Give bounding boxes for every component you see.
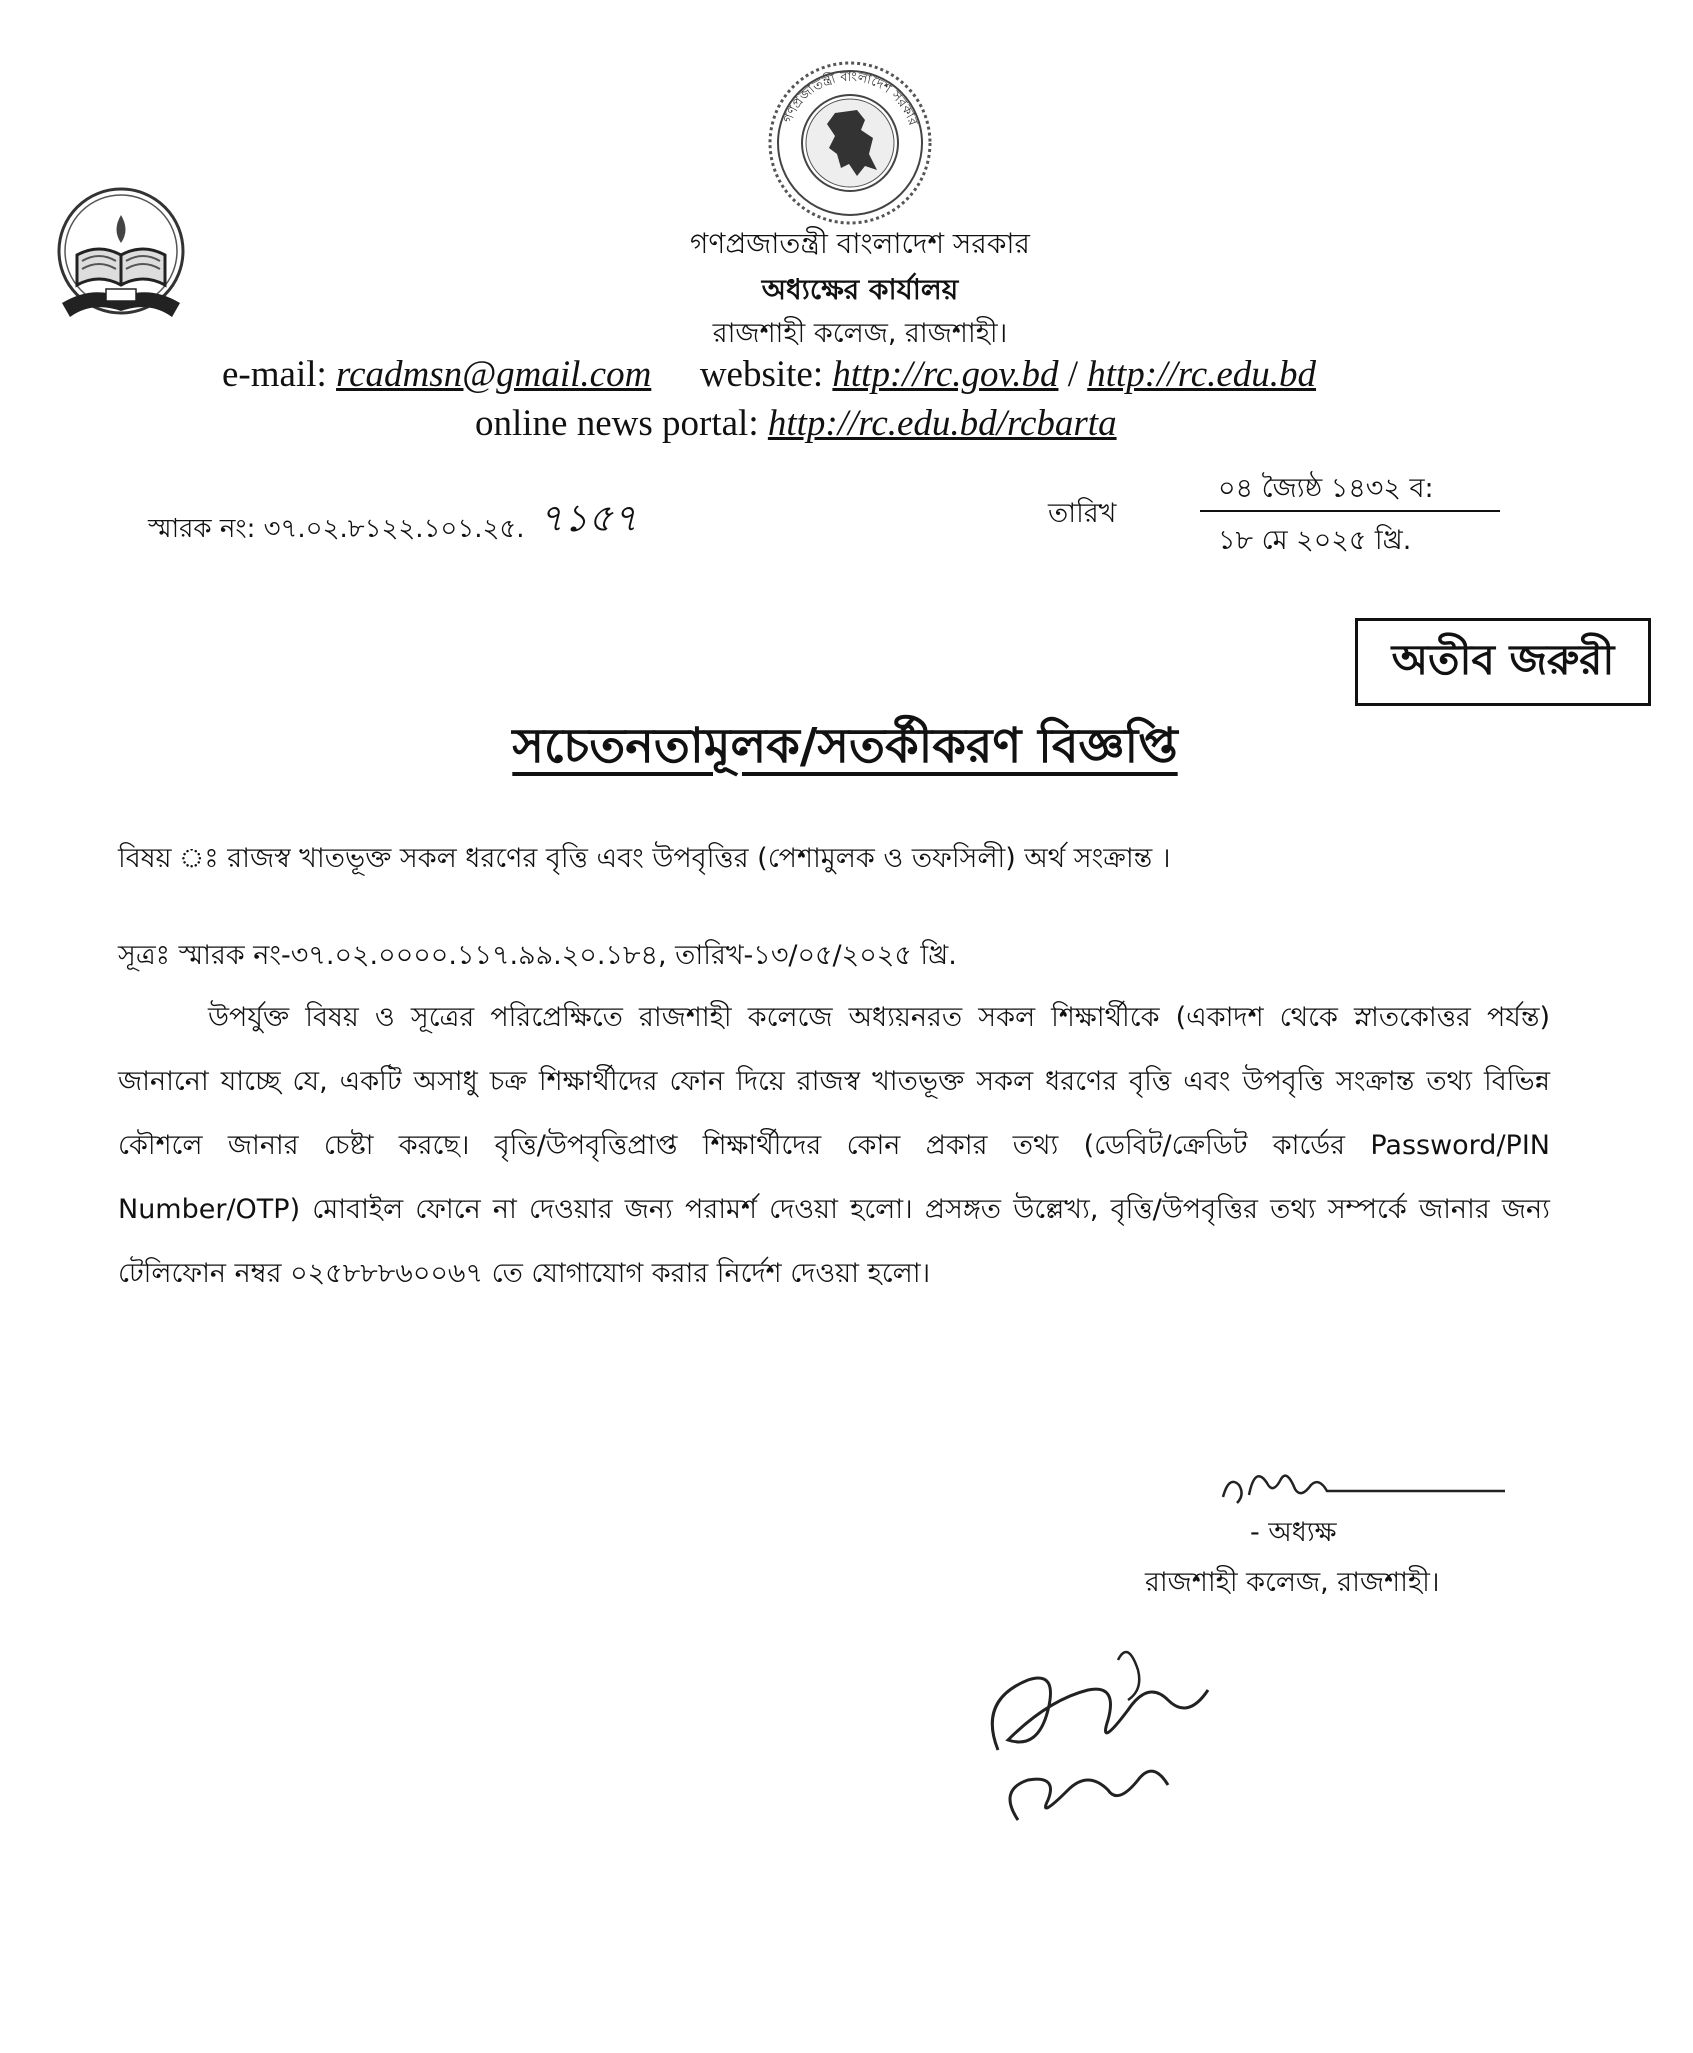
website-separator: / (1067, 354, 1078, 395)
notice-title: সচেতনতামূলক/সতর্কীকরণ বিজ্ঞপ্তি (512, 718, 1178, 774)
date-divider (1200, 510, 1500, 512)
secondary-signature (968, 1640, 1238, 1830)
signatory-institution: রাজশাহী কলেজ, রাজশাহী। (1145, 1567, 1440, 1598)
memo-number (148, 495, 638, 559)
memo-label: স্মারক নং: ৩৭.০২.৮১২২.১০১.২৫. (148, 514, 525, 544)
website-link-edu[interactable]: http://rc.edu.bd (1087, 354, 1317, 395)
email-link[interactable]: rcadmsn@gmail.com (336, 354, 652, 395)
portal-line (475, 402, 1117, 445)
email-label: e-mail: (222, 354, 327, 395)
date-bangla: ০৪ জ্যৈষ্ঠ ১৪৩২ ব: (1218, 473, 1434, 504)
portal-label: online news portal: (475, 403, 759, 444)
government-name: গণপ্রজাতন্ত্রী বাংলাদেশ সরকার (690, 227, 1030, 260)
urgent-badge: অতীব জরুরী (1355, 618, 1651, 706)
notice-body: উপর্যুক্ত বিষয় ও সূত্রের পরিপ্রেক্ষিতে রাজশাহী কলেজে অধ্যয়নরত সকল শিক্ষার্থীকে (একাদশ থেকে স্নাতকোত্তর পর্যন্ত) জানানো যাচ্ছে যে, একটি অসাধু চক্র শিক্ষার্থীদের ফোন দিয়ে রাজস্ব খাতভূক্ত সকল ধরণের বৃত্তি এবং উপবৃত্তি সংক্রান্ত তথ্য বিভিন্ন কৌশলে জানার চেষ্টা করছে। বৃত্তি/উপবৃত্তিপ্রাপ্ত শিক্ষার্থীদের কোন প্রকার তথ্য (ডেবিট/ক্রেডিট কার্ডের Password/PIN Number/OTP) মোবাইল ফোনে না দেওয়ার জন্য পরামর্শ দেওয়া হলো। প্রসঙ্গত উল্লেখ্য, বৃত্তি/উপবৃত্তির তথ্য সম্পর্কে জানার জন্য টেলিফোন নম্বর ০২৫৮৮৮৬০০৬৭ তে যোগাযোগ করার নির্দেশ দেওয়া হলো। (118, 1002, 1550, 1289)
notice-subject: বিষয় ঃ রাজস্ব খাতভূক্ত সকল ধরণের বৃত্তি এবং উপবৃত্তির (পেশামুলক ও তফসিলী) অর্থ সংক্রান্ত । (118, 843, 1171, 874)
government-seal (765, 58, 935, 228)
portal-link[interactable]: http://rc.edu.bd/rcbarta (767, 403, 1117, 444)
notice-reference: সূত্রঃ স্মারক নং-৩৭.০২.০০০০.১১৭.৯৯.২০.১৮৪, তারিখ-১৩/০৫/২০২৫ খ্রি. (118, 940, 957, 971)
memo-handwritten-number: ৭১৫৭ (538, 496, 638, 540)
college-logo (52, 185, 190, 333)
contact-line (222, 353, 1316, 396)
office-name: অধ্যক্ষের কার্যালয় (761, 273, 959, 306)
office-address: রাজশাহী কলেজ, রাজশাহী। (712, 318, 1008, 349)
principal-signature (1215, 1455, 1515, 1515)
seal-text: গণপ্রজাতন্ত্রী বাংলাদেশ সরকার (780, 69, 921, 128)
date-label: তারিখ (1048, 498, 1117, 529)
website-label: website: (699, 354, 824, 395)
signatory-designation: - অধ্যক্ষ (1250, 1517, 1337, 1548)
website-link-gov[interactable]: http://rc.gov.bd (832, 354, 1059, 395)
date-gregorian: ১৮ মে ২০২৫ খ্রি. (1218, 525, 1412, 556)
